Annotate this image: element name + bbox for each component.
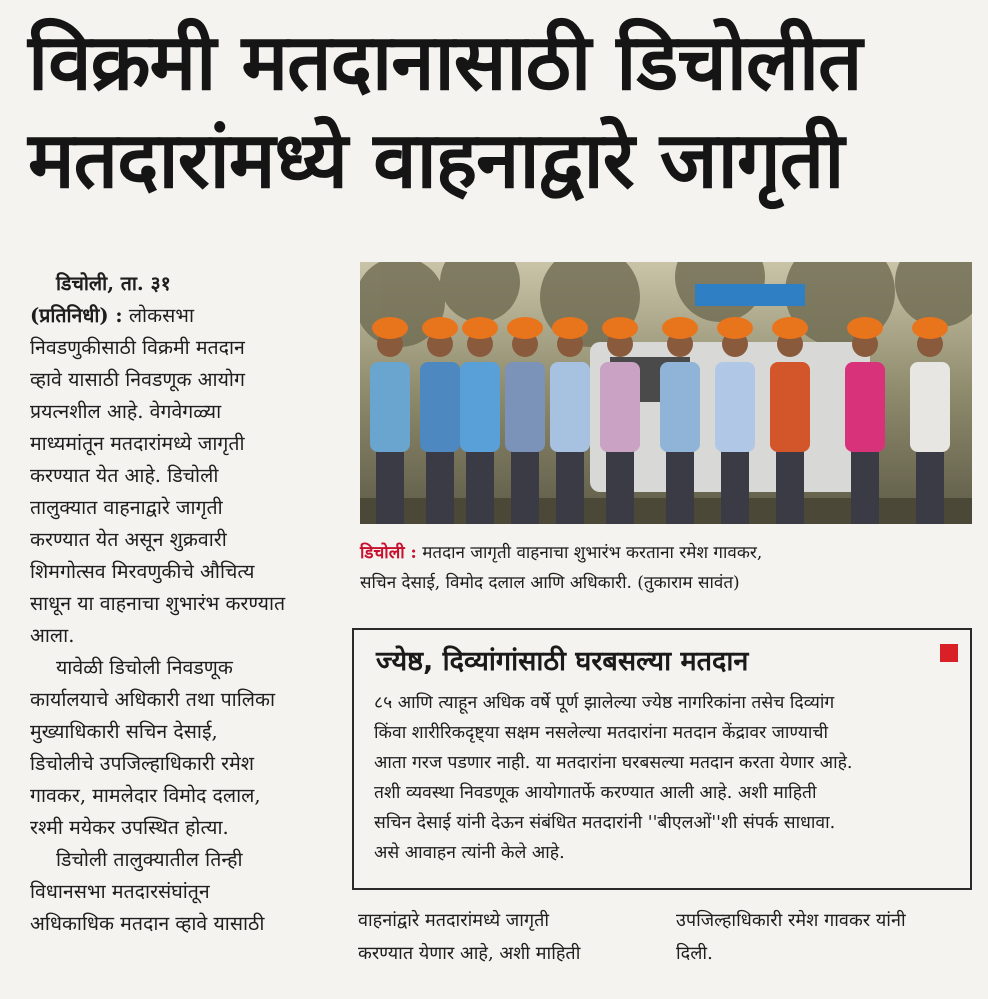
- text-line: आता गरज पडणार नाही. या मतदारांना घरबसल्या मतदान करता येणार आहे.: [374, 753, 853, 773]
- text-line: कार्यालयाचे अधिकारी तथा पालिका: [30, 688, 275, 711]
- text-line: करण्यात येत आहे. डिचोली: [30, 464, 219, 487]
- headline: [28, 14, 968, 210]
- text-line: ८५ आणि त्याहून अधिक वर्षे पूर्ण झालेल्या ज्येष्ठ नागरिकांना तसेच दिव्यांग: [374, 693, 835, 713]
- text-line: तशी व्यवस्था निवडणूक आयोगातर्फे करण्यात आली आहे. अशी माहिती: [374, 783, 817, 803]
- box-title: ज्येष्ठ, दिव्यांगांसाठी घरबसल्या मतदान: [376, 646, 749, 677]
- article-column-right: [676, 904, 976, 970]
- byline: (प्रतिनिधी) :: [30, 304, 123, 327]
- canopy-shape: [695, 284, 805, 306]
- text-line: डिचोलीचे उपजिल्हाधिकारी रमेश: [30, 752, 255, 775]
- text-line: साधून या वाहनाचा शुभारंभ करण्यात: [30, 592, 286, 615]
- news-photo: [360, 262, 972, 524]
- text-line: किंवा शारीरिकदृष्ट्या सक्षम नसलेल्या मतदारांना मतदान केंद्रावर जाण्याची: [374, 723, 829, 743]
- red-square-marker: [940, 644, 958, 662]
- text-line: तालुक्यात वाहनाद्वारे जागृती: [30, 496, 223, 519]
- text-line: विधानसभा मतदारसंघांतून: [30, 880, 210, 903]
- caption-place: डिचोली :: [360, 543, 417, 563]
- dateline: डिचोली, ता. ३१: [56, 272, 171, 295]
- lead-word: लोकसभा: [128, 304, 195, 327]
- text-line: यावेळी डिचोली निवडणूक: [56, 656, 233, 679]
- text-line: आला.: [30, 624, 75, 647]
- text-line: करण्यात येणार आहे, अशी माहिती: [358, 943, 581, 964]
- headline-line-2: मतदारांमध्ये वाहनाद्वारे जागृती: [28, 116, 844, 206]
- text-line: माध्यमांतून मतदारांमध्ये जागृती: [30, 432, 245, 455]
- text-line: निवडणुकीसाठी विक्रमी मतदान: [30, 336, 245, 359]
- photo-caption: [360, 538, 972, 598]
- paragraph-1-body: [30, 336, 285, 647]
- article-paragraph-2: [30, 652, 330, 844]
- box-body: [374, 688, 944, 868]
- text-line: उपजिल्हाधिकारी रमेश गावकर यांनी: [676, 910, 906, 931]
- text-line: करण्यात येत असून शुक्रवारी: [30, 528, 227, 551]
- photo-illustration: [360, 262, 972, 524]
- sidebar-box: [352, 628, 972, 890]
- text-line: असे आवाहन त्यांनी केले आहे.: [374, 843, 565, 863]
- article-paragraph-1: [30, 268, 330, 652]
- article-paragraph-3: [30, 844, 330, 940]
- text-line: दिली.: [676, 943, 713, 964]
- article-column-left: [30, 268, 330, 940]
- text-line: रश्मी मयेकर उपस्थित होत्या.: [30, 816, 229, 839]
- caption-line-1: मतदान जागृती वाहनाचा शुभारंभ करताना रमेश गावकर,: [416, 543, 763, 563]
- text-line: मुख्याधिकारी सचिन देसाई,: [30, 720, 218, 743]
- text-line: व्हावे यासाठी निवडणूक आयोग: [30, 368, 245, 391]
- text-line: सचिन देसाई यांनी देऊन संबंधित मतदारांनी ''बीएलओं''शी संपर्क साधावा.: [374, 813, 836, 833]
- article-column-middle: [358, 904, 658, 970]
- paragraph-3-body: [30, 848, 264, 935]
- caption-line-2: सचिन देसाई, विमोद दलाल आणि अधिकारी. (तुकाराम सावंत): [360, 573, 740, 593]
- text-line: गावकर, मामलेदार विमोद दलाल,: [30, 784, 261, 807]
- text-line: प्रयत्नशील आहे. वेगवेगळ्या: [30, 400, 222, 423]
- text-line: अधिकाधिक मतदान व्हावे यासाठी: [30, 912, 265, 935]
- text-line: डिचोली तालुक्यातील तिन्ही: [56, 848, 243, 871]
- text-line: शिमगोत्सव मिरवणुकीचे औचित्य: [30, 560, 255, 583]
- headline-line-1: विक्रमी मतदानासाठी डिचोलीत: [28, 18, 862, 108]
- paragraph-2-body: [30, 656, 275, 839]
- text-line: वाहनांद्वारे मतदारांमध्ये जागृती: [358, 910, 550, 931]
